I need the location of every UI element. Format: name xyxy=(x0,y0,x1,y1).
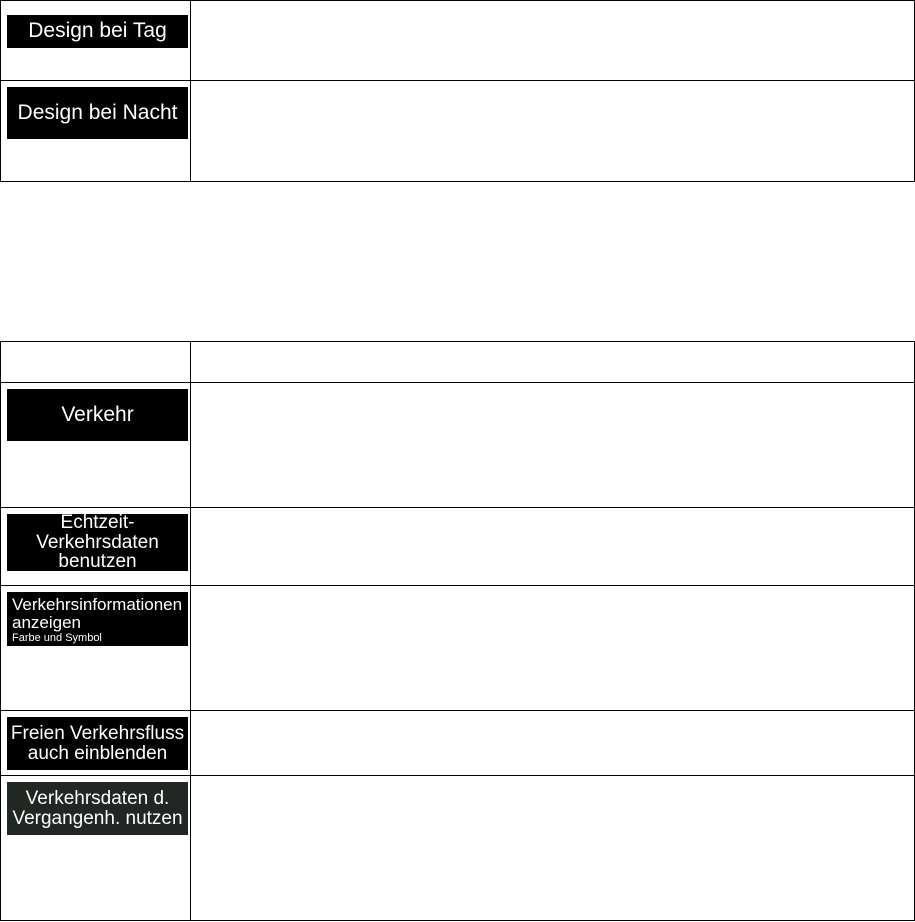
free-flow-button-line2: auch einblenden xyxy=(27,742,168,764)
realtime-traffic-button[interactable] xyxy=(7,511,188,573)
free-flow-button-line1: Freien Verkehrsfluss xyxy=(10,722,185,744)
show-traffic-info-button-sublabel: Farbe und Symbol xyxy=(12,631,102,644)
settings-table-traffic xyxy=(0,341,915,921)
description-cell xyxy=(191,508,915,586)
table-row xyxy=(1,508,915,586)
table-row xyxy=(1,383,915,508)
button-cell xyxy=(1,81,191,182)
day-design-button-label: Design bei Tag xyxy=(28,19,167,43)
show-traffic-info-button[interactable] xyxy=(7,592,188,646)
table-row xyxy=(1,81,915,182)
table-row xyxy=(1,711,915,776)
realtime-traffic-button-line1: Echtzeit-Verkehrsdaten xyxy=(36,511,159,553)
table-row xyxy=(1,776,915,921)
description-cell xyxy=(191,586,915,711)
button-cell xyxy=(1,383,191,508)
description-cell xyxy=(191,81,915,182)
button-cell xyxy=(1,776,191,921)
table-header-row xyxy=(1,342,915,383)
realtime-traffic-button-line2: benutzen xyxy=(58,551,137,573)
free-flow-button[interactable] xyxy=(7,717,188,770)
description-cell xyxy=(191,383,915,508)
show-traffic-info-button-line1: Verkehrsinformationen xyxy=(12,595,183,614)
button-cell xyxy=(1,1,191,81)
button-cell xyxy=(1,586,191,711)
table-row xyxy=(1,586,915,711)
historical-traffic-button-line1: Verkehrsdaten d. xyxy=(25,787,170,809)
description-cell xyxy=(191,1,915,81)
historical-traffic-button[interactable] xyxy=(7,782,188,835)
header-cell-setting xyxy=(1,342,191,383)
night-design-button[interactable] xyxy=(7,87,188,139)
table-row xyxy=(1,1,915,81)
traffic-button[interactable] xyxy=(7,389,188,441)
traffic-button-label: Verkehr xyxy=(61,402,134,426)
header-cell-description xyxy=(191,342,915,383)
button-cell xyxy=(1,711,191,776)
show-traffic-info-button-line2: anzeigen xyxy=(12,612,82,632)
night-design-button-label: Design bei Nacht xyxy=(17,100,178,124)
button-cell xyxy=(1,508,191,586)
description-cell xyxy=(191,711,915,776)
settings-table-design xyxy=(0,0,915,182)
description-cell xyxy=(191,776,915,921)
historical-traffic-button-line2: Vergangenh. nutzen xyxy=(12,807,183,829)
day-design-button[interactable] xyxy=(7,15,188,48)
